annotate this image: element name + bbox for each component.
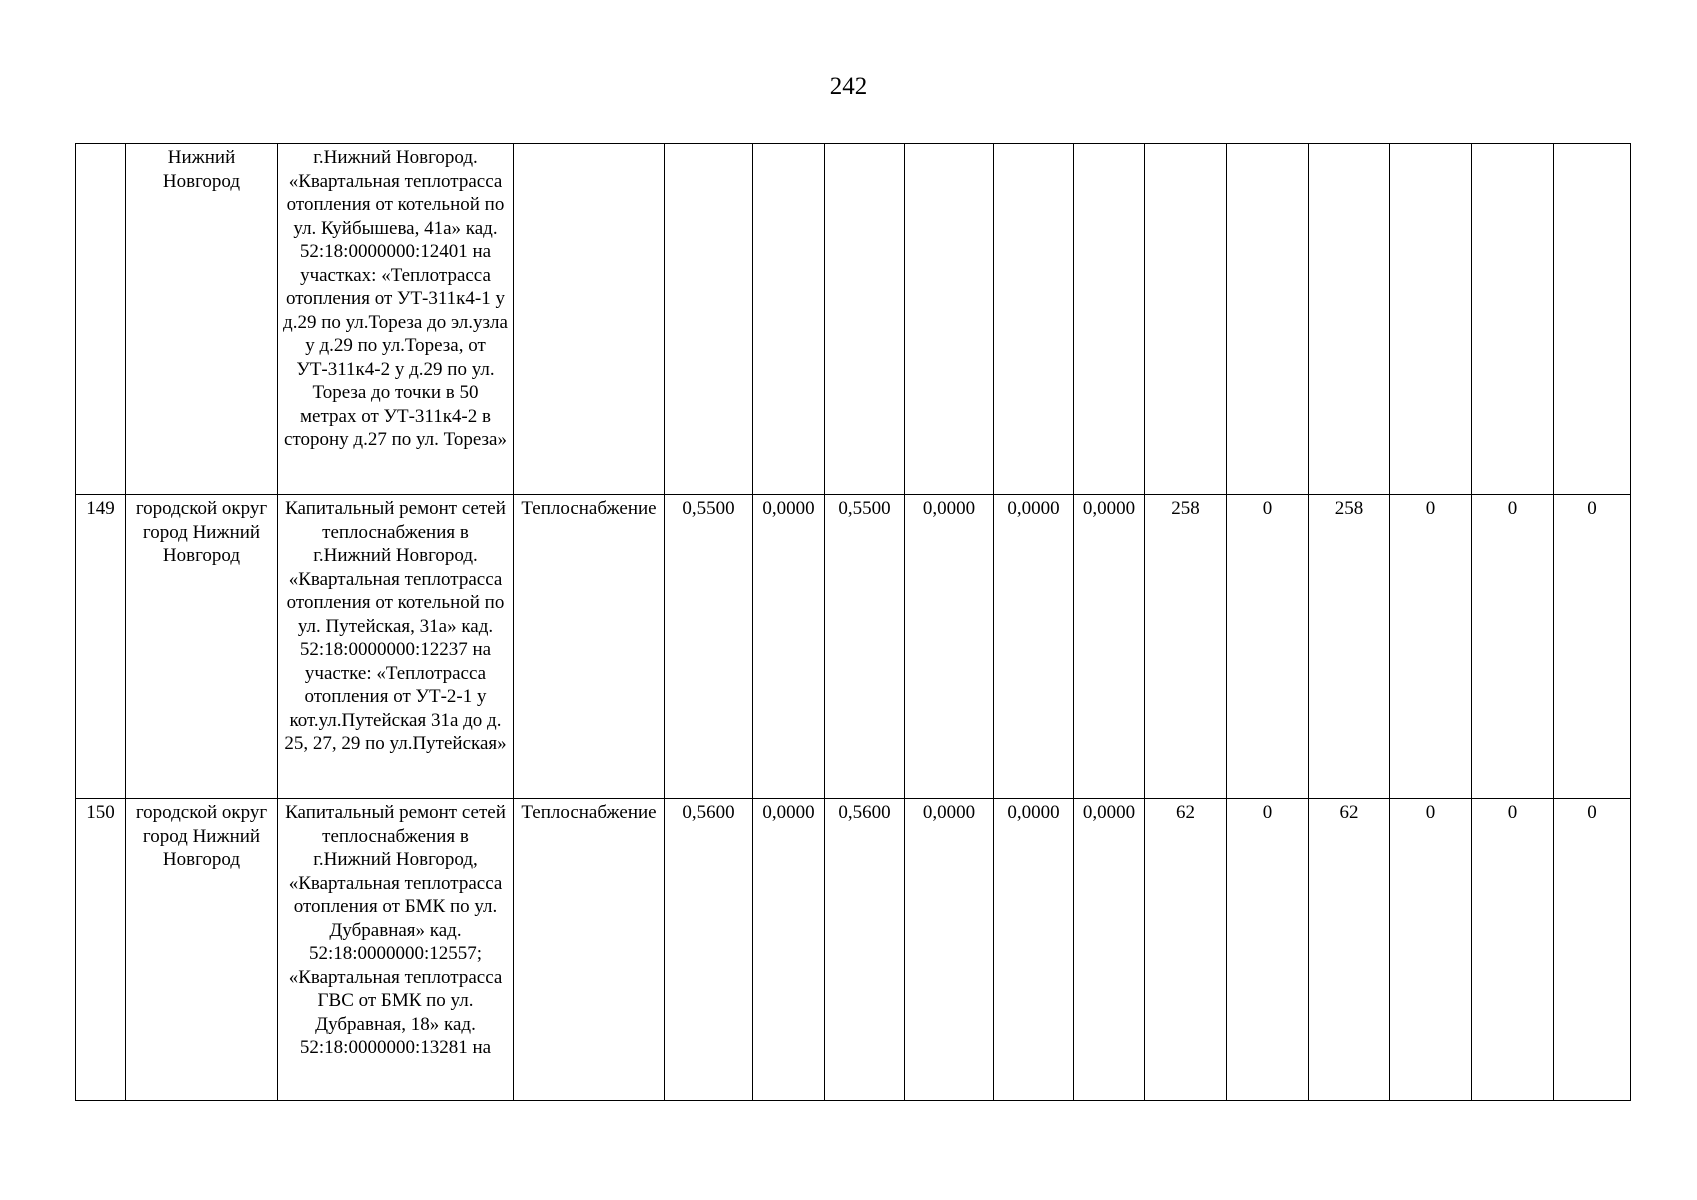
municipality-cell: городской округ город Нижний Новгород xyxy=(126,495,278,799)
row-number-cell: 149 xyxy=(76,495,126,799)
value-cell: 0 xyxy=(1554,495,1631,799)
value-cell: 0,5600 xyxy=(665,799,753,1101)
value-cell: 0,0000 xyxy=(753,799,825,1101)
value-cell: 62 xyxy=(1309,799,1390,1101)
value-cell: 0,0000 xyxy=(905,799,994,1101)
value-cell: 258 xyxy=(1145,495,1227,799)
value-cell xyxy=(665,144,753,495)
description-cell: Капитальный ремонт сетей теплоснабжения в г.Нижний Новгород, «Квартальная теплотрасса отопления от БМК по ул. Дубравная» кад. 52:18:0000000:12557; «Квартальная теплотрасса ГВС от БМК по ул. Дубравная, 18» кад. 52:18:0000000:13281 на xyxy=(278,799,514,1101)
description-cell: Капитальный ремонт сетей теплоснабжения в г.Нижний Новгород. «Квартальная теплотрасса отопления от котельной по ул. Путейская, 31а» кад. 52:18:0000000:12237 на участке: «Теплотрасса отопления от УТ-2-1 у кот.ул.Путейская 31а до д. 25, 27, 29 по ул.Путейская» xyxy=(278,495,514,799)
value-cell xyxy=(1227,144,1309,495)
value-cell: 0,0000 xyxy=(1074,495,1145,799)
value-cell xyxy=(1074,144,1145,495)
table-row xyxy=(76,495,1631,799)
page-number: 242 xyxy=(829,73,868,100)
category-cell: Теплоснабжение xyxy=(514,799,665,1101)
value-cell xyxy=(1390,144,1472,495)
value-cell xyxy=(825,144,905,495)
municipality-cell: Нижний Новгород xyxy=(126,144,278,495)
value-cell xyxy=(1145,144,1227,495)
value-cell xyxy=(753,144,825,495)
table-row xyxy=(76,144,1631,495)
value-cell: 0 xyxy=(1227,495,1309,799)
value-cell: 0 xyxy=(1554,799,1631,1101)
value-cell: 0,0000 xyxy=(753,495,825,799)
value-cell: 0 xyxy=(1227,799,1309,1101)
value-cell xyxy=(905,144,994,495)
value-cell xyxy=(994,144,1074,495)
value-cell: 62 xyxy=(1145,799,1227,1101)
table-row xyxy=(76,799,1631,1101)
data-table xyxy=(75,143,1631,1101)
value-cell: 0 xyxy=(1472,495,1554,799)
value-cell: 0,0000 xyxy=(905,495,994,799)
municipality-cell: городской округ город Нижний Новгород xyxy=(126,799,278,1101)
value-cell xyxy=(1554,144,1631,495)
value-cell: 0,0000 xyxy=(994,495,1074,799)
value-cell xyxy=(1472,144,1554,495)
value-cell: 0,5500 xyxy=(825,495,905,799)
row-number-cell xyxy=(76,144,126,495)
value-cell: 0,0000 xyxy=(994,799,1074,1101)
value-cell: 0 xyxy=(1390,495,1472,799)
value-cell: 0 xyxy=(1390,799,1472,1101)
description-cell: г.Нижний Новгород. «Квартальная теплотрасса отопления от котельной по ул. Куйбышева, 41а» кад. 52:18:0000000:12401 на участках: «Теплотрасса отопления от УТ-311к4-1 у д.29 по ул.Тореза до эл.узла у д.29 по ул.Тореза, от УТ-311к4-2 у д.29 по ул. Тореза до точки в 50 метрах от УТ-311к4-2 в сторону д.27 по ул. Тореза» xyxy=(278,144,514,495)
value-cell: 0 xyxy=(1472,799,1554,1101)
value-cell: 0,0000 xyxy=(1074,799,1145,1101)
category-cell: Теплоснабжение xyxy=(514,495,665,799)
value-cell: 258 xyxy=(1309,495,1390,799)
category-cell xyxy=(514,144,665,495)
value-cell: 0,5500 xyxy=(665,495,753,799)
row-number-cell: 150 xyxy=(76,799,126,1101)
value-cell xyxy=(1309,144,1390,495)
value-cell: 0,5600 xyxy=(825,799,905,1101)
